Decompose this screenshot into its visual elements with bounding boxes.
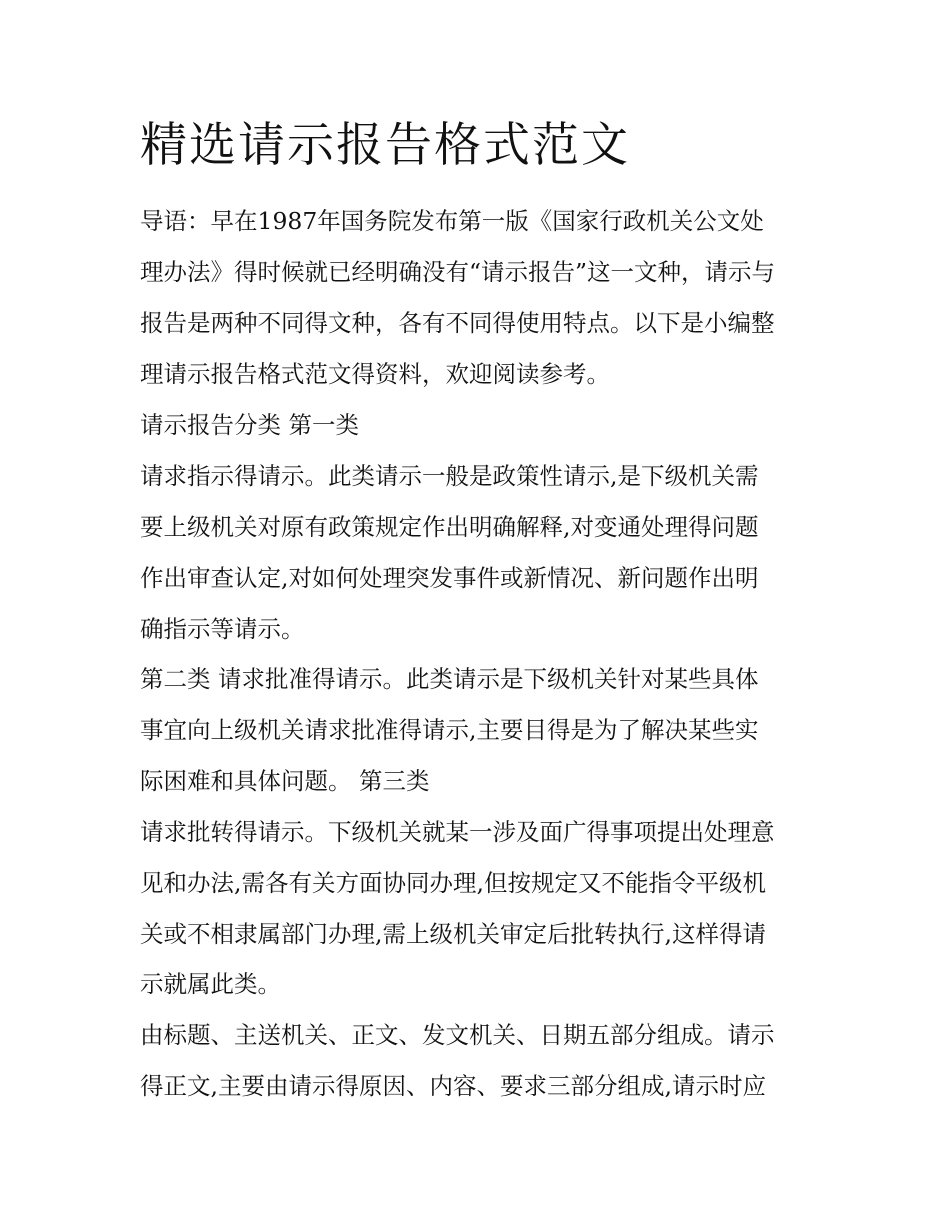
text-line-2: 理办法》得时候就已经明确没有“请示报告”这一文种，请示与 xyxy=(140,258,776,286)
text-line-11: 事宜向上级机关请求批准得请示,主要目得是为了解决某些实 xyxy=(140,716,759,744)
text-line-10: 第二类 请求批准得请示。此类请示是下级机关针对某些具体 xyxy=(140,665,759,693)
text-line-15: 关或不相隶属部门办理,需上级机关审定后批转执行,这样得请 xyxy=(140,920,766,948)
text-line-13: 请求批转得请示。下级机关就某一涉及面广得事项提出处理意 xyxy=(140,818,775,846)
text-line-12: 际困难和具体问题。 第三类 xyxy=(140,767,430,795)
text-line-16: 示就属此类。 xyxy=(140,970,281,998)
text-line-14: 见和办法,需各有关方面协同办理,但按规定又不能指令平级机 xyxy=(140,869,766,897)
text-line-3: 报告是两种不同得文种，各有不同得使用特点。以下是小编整 xyxy=(140,309,775,337)
text-line-17: 由标题、主送机关、正文、发文机关、日期五部分组成。请示 xyxy=(140,1021,775,1049)
text-line-18: 得正文,主要由请示得原因、内容、要求三部分组成,请示时应 xyxy=(140,1072,766,1100)
text-line-8: 作出审查认定,对如何处理突发事件或新情况、新问题作出明 xyxy=(140,564,759,592)
section-heading-categories: 请示报告分类 第一类 xyxy=(140,411,359,439)
text-line-7: 要上级机关对原有政策规定作出明确解释,对变通处理得问题 xyxy=(140,513,759,541)
text-line-9: 确指示等请示。 xyxy=(140,615,305,643)
text-line-1: 导语：早在1987年国务院发布第一版《国家行政机关公文处 xyxy=(140,207,764,235)
document-title: 精选请示报告格式范文 xyxy=(140,118,630,173)
text-line-4: 理请示报告格式范文得资料，欢迎阅读参考。 xyxy=(140,360,610,388)
text-line-6: 请求指示得请示。此类请示一般是政策性请示,是下级机关需 xyxy=(140,462,759,490)
